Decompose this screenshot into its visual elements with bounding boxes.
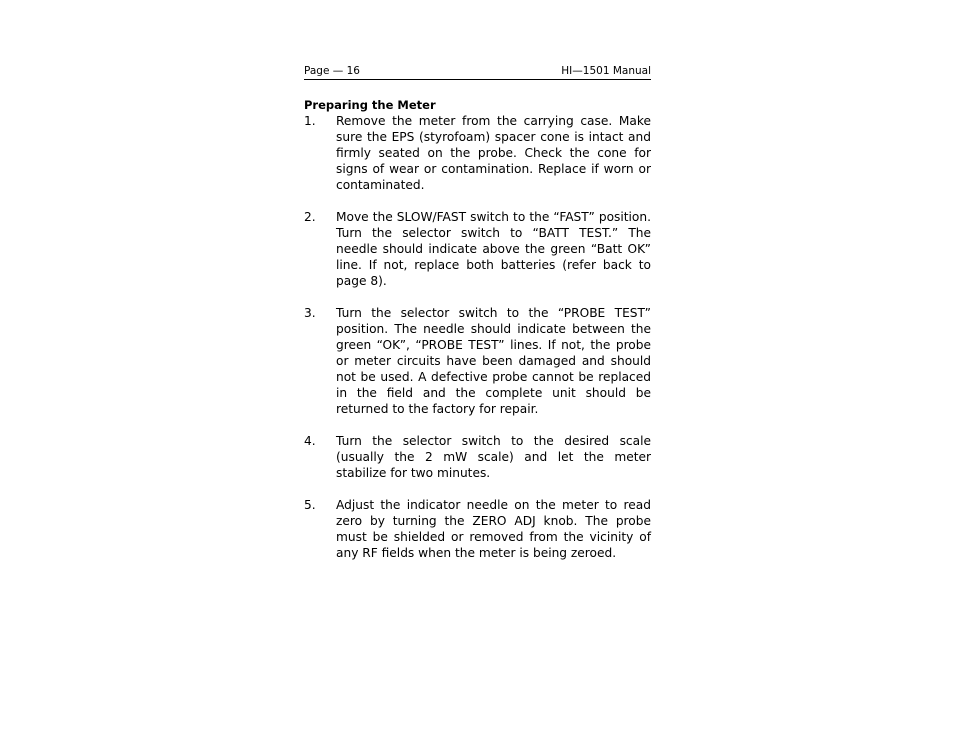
step-text: Turn the selector switch to the “PROBE TEST” position. The needle should indicate between the green “OK”, “PROBE TEST” lines. If not, the probe or meter circuits have been damaged and should not be used. A defective probe cannot be replaced in the field and the complete unit should be returned to the factory for repair. — [336, 306, 651, 416]
step-item — [304, 433, 651, 481]
page-header — [304, 64, 651, 80]
step-item — [304, 305, 651, 417]
step-item — [304, 113, 651, 193]
step-number: 1. — [304, 114, 316, 128]
step-text: Remove the meter from the carrying case. Make sure the EPS (styrofoam) spacer cone is intact and firmly seated on the probe. Check the cone for signs of wear or contamination. Replace if worn or contaminated. — [336, 114, 651, 192]
manual-title: HI—1501 Manual — [561, 65, 651, 77]
step-number: 4. — [304, 434, 316, 448]
step-number: 2. — [304, 210, 316, 224]
step-text: Adjust the indicator needle on the meter to read zero by turning the ZERO ADJ knob. The probe must be shielded or removed from the vicinity of any RF fields when the meter is being zeroed. — [336, 498, 651, 560]
step-number: 3. — [304, 306, 316, 320]
procedure-steps — [304, 113, 651, 561]
section-heading: Preparing the Meter — [304, 98, 436, 112]
step-text: Turn the selector switch to the desired scale (usually the 2 mW scale) and let the meter stabilize for two minutes. — [336, 434, 651, 480]
step-number: 5. — [304, 498, 316, 512]
manual-page — [304, 64, 651, 577]
page-number: Page — 16 — [304, 65, 360, 77]
step-text: Move the SLOW/FAST switch to the “FAST” position. Turn the selector switch to “BATT TEST.” The needle should indicate above the green “Batt OK” line. If not, replace both batteries (refer back to page 8). — [336, 210, 651, 288]
step-item — [304, 209, 651, 289]
step-item — [304, 497, 651, 561]
